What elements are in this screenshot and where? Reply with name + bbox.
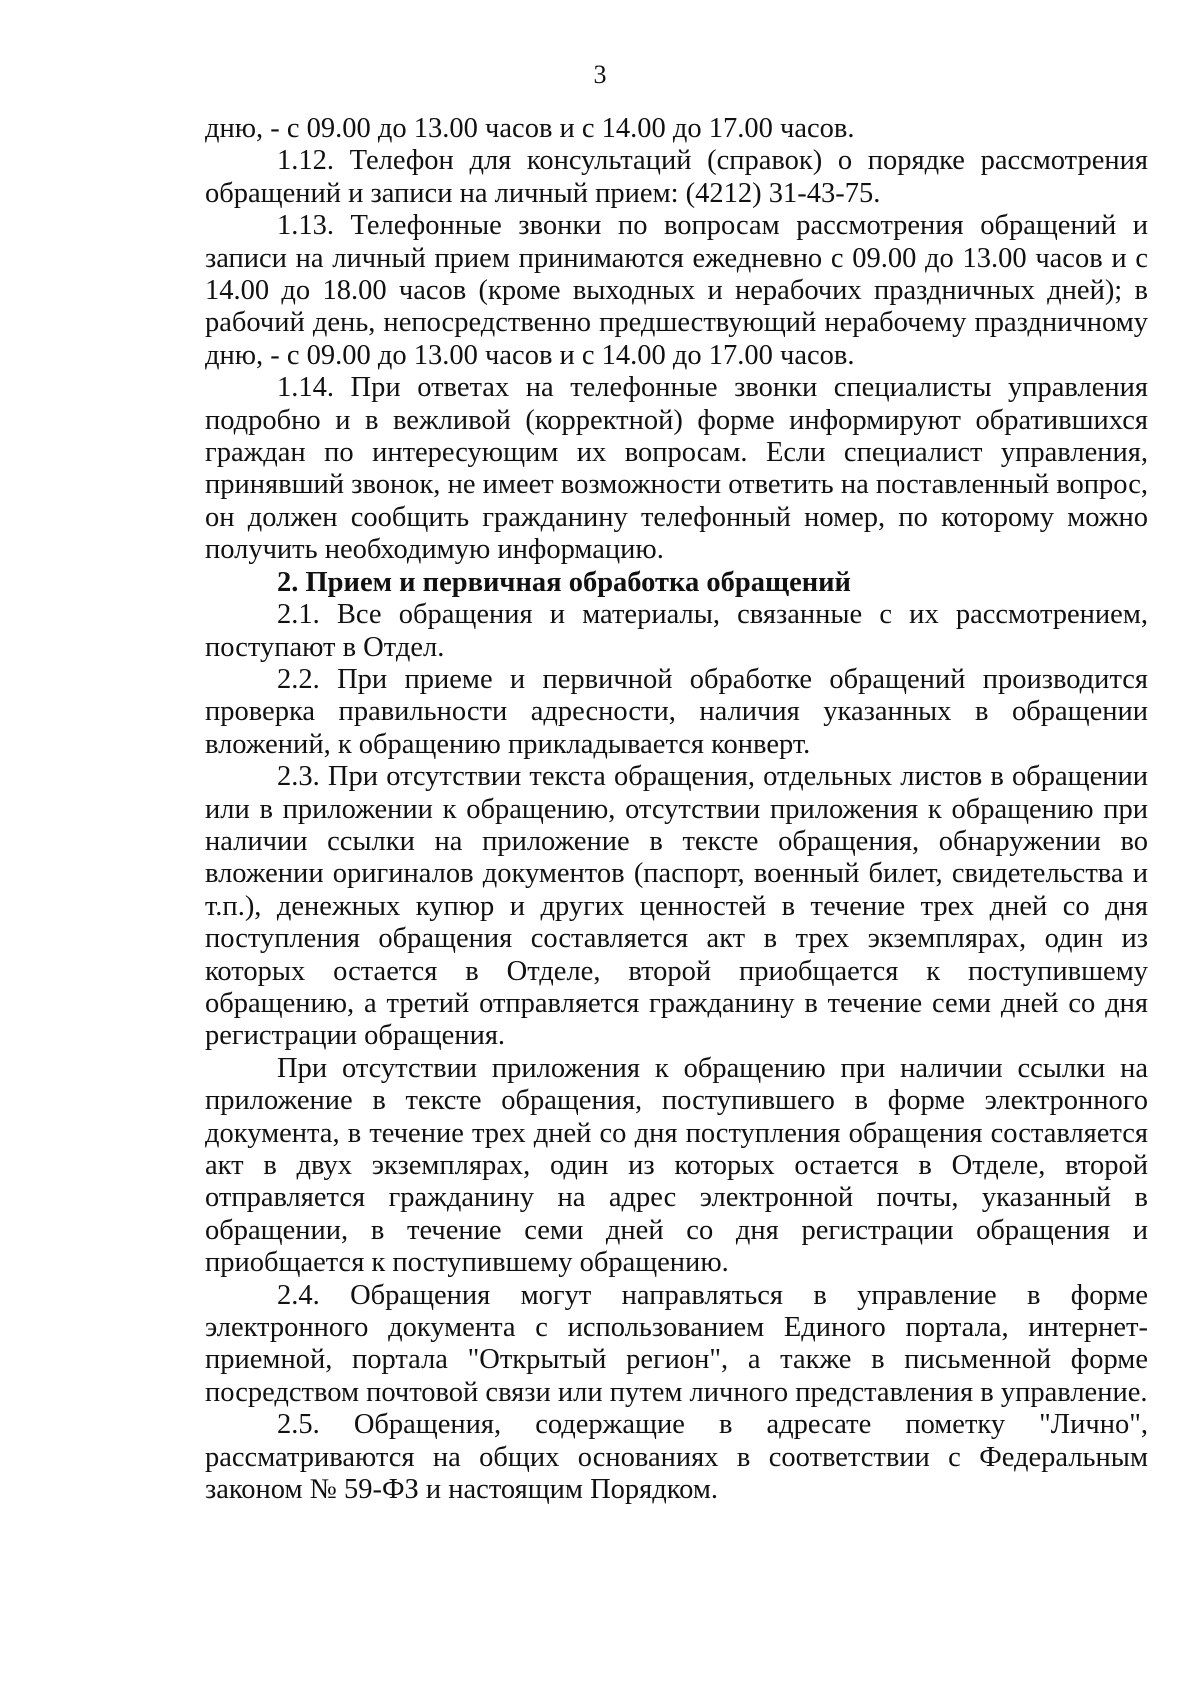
page-number: 3 [593, 60, 607, 89]
paragraph-1-12: 1.12. Телефон для консультаций (справок) о порядке рассмотрения обращений и записи на личный прием: (4212) 31-43-75. [205, 145, 1148, 209]
paragraph-1-13: 1.13. Телефонные звонки по вопросам рассмотрения обращений и записи на личный прием принимаются ежедневно с 09.00 до 13.00 часов и с 14.00 до 18.00 часов (кроме выходных и нерабочих праздничных дней); в рабочий день, непосредственно предшествующий нерабочему праздничному дню, - с 09.00 до 13.00 часов и с 14.00 до 17.00 часов. [205, 210, 1148, 371]
paragraph-2-5: 2.5. Обращения, содержащие в адресате пометку "Лично", рассматриваются на общих основаниях в соответствии с Федеральным законом № 59-ФЗ и настоящим Порядком. [205, 1409, 1148, 1506]
section-heading: 2. Прием и первичная обработка обращений [277, 566, 851, 598]
paragraph-2-3: 2.3. При отсутствии текста обращения, отдельных листов в обращении или в приложении к обращению, отсутствии приложения к обращению при наличии ссылки на приложение в тексте обращения, обнаружении во вложении оригиналов документов (паспорт, военный билет, свидетельства и т.п.), денежных купюр и других ценностей в течение трех дней со дня поступления обращения составляется акт в трех экземплярах, один из которых остается в Отделе, второй приобщается к поступившему обращению, а третий отправляется гражданину в течение семи дней со дня регистрации обращения. [205, 761, 1148, 1052]
paragraph-1-14: 1.14. При ответах на телефонные звонки специалисты управления подробно и в вежливой (корректной) форме информируют обратившихся граждан по интересующим их вопросам. Если специалист управления, принявший звонок, не имеет возможности ответить на поставленный вопрос, он должен сообщить гражданину телефонный номер, по которому можно получить необходимую информацию. [205, 372, 1148, 566]
document-body [205, 113, 1148, 1506]
paragraph-2-4: 2.4. Обращения могут направляться в управление в форме электронного документа с использованием Единого портала, интернет-приемной, портала "Открытый регион", а также в письменной форме посредством почтовой связи или путем личного представления в управление. [205, 1279, 1148, 1408]
paragraph-2-2: 2.2. При приеме и первичной обработке обращений производится проверка правильности адресности, наличия указанных в обращении вложений, к обращению прикладывается конверт. [205, 663, 1148, 760]
paragraph-2-3-electronic: При отсутствии приложения к обращению при наличии ссылки на приложение в тексте обращения, поступившего в форме электронного документа, в течение трех дней со дня поступления обращения составляется акт в двух экземплярах, один из которых остается в Отделе, второй отправляется гражданину на адрес электронной почты, указанный в обращении, в течение семи дней со дня регистрации обращения и приобщается к поступившему обращению. [205, 1052, 1148, 1279]
paragraph-2-1: 2.1. Все обращения и материалы, связанные с их рассмотрением, поступают в Отдел. [205, 599, 1148, 663]
paragraph-continuation: дню, - с 09.00 до 13.00 часов и с 14.00 до 17.00 часов. [205, 113, 855, 144]
